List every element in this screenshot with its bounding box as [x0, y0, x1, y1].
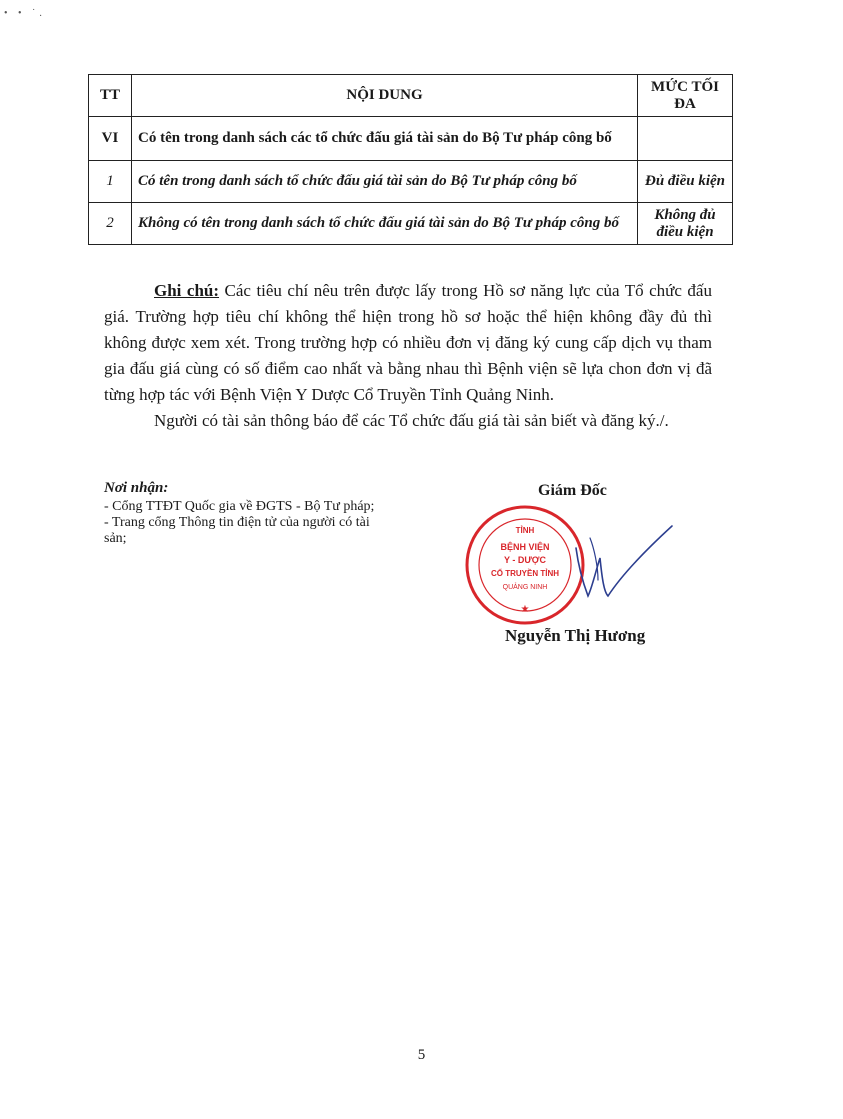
table-row — [89, 117, 733, 161]
row-content: Có tên trong danh sách các tổ chức đấu giá tài sản do Bộ Tư pháp công bố — [132, 117, 638, 161]
recipient-line: - Trang cổng Thông tin điện tử của người có tài sản; — [104, 515, 370, 546]
table-row — [89, 161, 733, 203]
note-label: Ghi chú: — [154, 281, 220, 300]
stamp-text: BỆNH VIỆN — [500, 542, 550, 552]
recipients-title: Nơi nhận: — [104, 480, 169, 496]
header-content: NỘI DUNG — [132, 75, 638, 117]
row-tt: 2 — [89, 203, 132, 245]
criteria-table — [88, 74, 733, 245]
note-paragraph — [104, 278, 712, 408]
recipient-line: - Cổng TTĐT Quốc gia về ĐGTS - Bộ Tư pháp; — [104, 499, 375, 514]
stamp-text: Y - DƯỢC — [504, 555, 546, 565]
note-section — [104, 278, 712, 434]
table-header-row — [89, 75, 733, 117]
header-tt: TT — [89, 75, 132, 117]
signer-title: Giám Đốc — [538, 482, 607, 499]
header-max: MỨC TỐI ĐA — [638, 75, 733, 117]
row-max — [638, 117, 733, 161]
note-text: Các tiêu chí nêu trên được lấy trong Hồ sơ năng lực của Tổ chức đấu giá. Trường hợp tiêu chí không thể hiện trong hồ sơ hoặc thể hiện không đầy đủ thì không được xem xét. Trong trường hợp có nhiều đơn vị đăng ký cung cấp dịch vụ tham gia đấu giá cùng có số điểm cao nhất và bằng nhau thì Bệnh viện sẽ lựa chon đơn vị đã từng hợp tác với Bệnh Viện Y Dược Cổ Truyền Tỉnh Quảng Ninh. — [104, 281, 712, 404]
stamp-text: CỔ TRUYỀN TỈNH — [491, 569, 559, 578]
page-number: 5 — [417, 1047, 426, 1063]
row-max: Không đủ điều kiện — [638, 203, 733, 245]
svg-text:★: ★ — [520, 604, 530, 615]
closing-paragraph: Người có tài sản thông báo để các Tổ chức đấu giá tài sản biết và đăng ký./. — [154, 411, 669, 430]
row-content: Có tên trong danh sách tổ chức đấu giá tài sản do Bộ Tư pháp công bố — [132, 161, 638, 203]
stamp-text: QUẢNG NINH — [502, 584, 548, 591]
row-content: Không có tên trong danh sách tổ chức đấu giá tài sản do Bộ Tư pháp công bố — [132, 203, 638, 245]
recipients-block — [104, 480, 394, 547]
row-max: Đủ điều kiện — [638, 161, 733, 203]
stamp-text: TỈNH — [515, 526, 535, 535]
signer-name: Nguyễn Thị Hương — [505, 626, 646, 645]
row-tt: VI — [89, 117, 132, 161]
row-tt: 1 — [89, 161, 132, 203]
scan-artifact: • • ˙. — [4, 8, 46, 19]
table-row — [89, 203, 733, 245]
handwritten-signature — [568, 518, 678, 603]
